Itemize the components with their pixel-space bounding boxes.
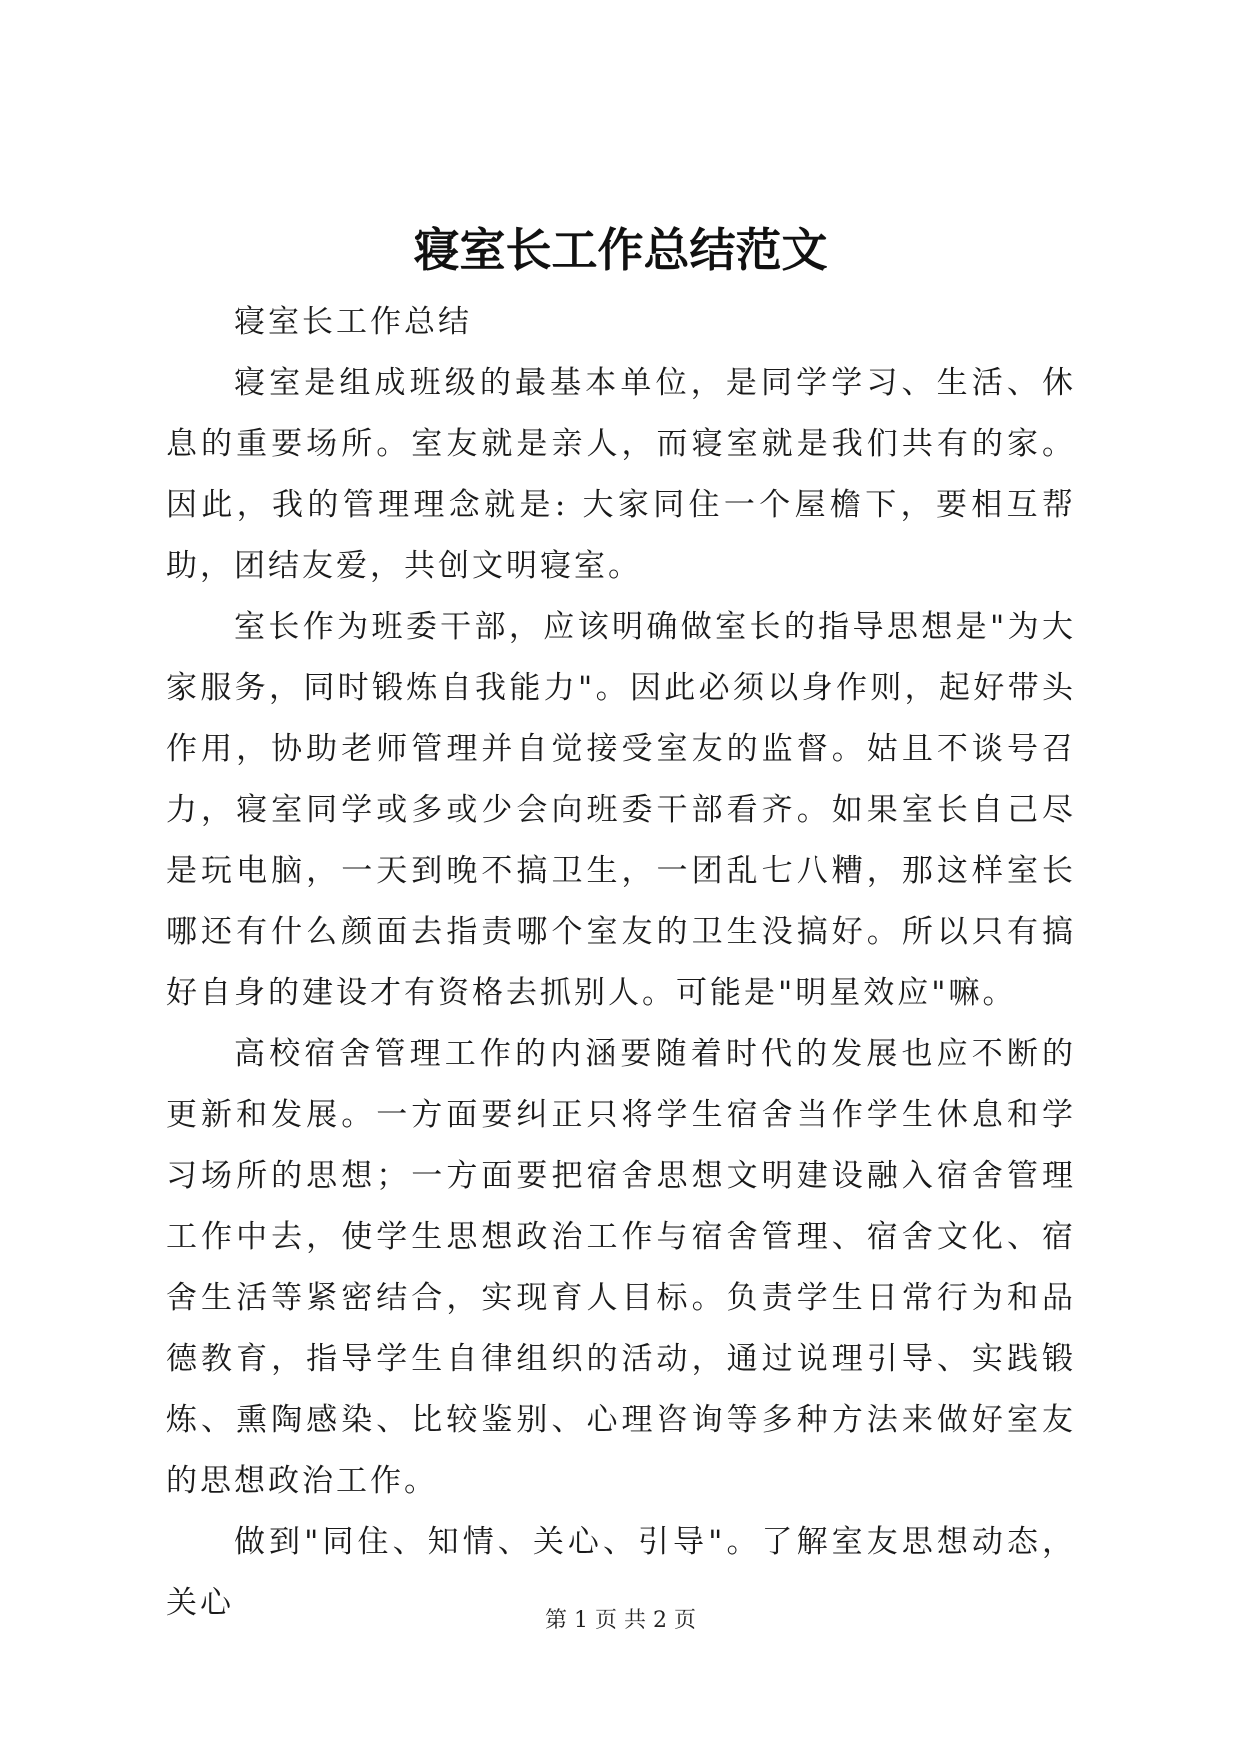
paragraph-subtitle: 寝室长工作总结 — [234, 304, 472, 340]
document-title: 寝室长工作总结范文 — [413, 223, 828, 277]
paragraph: 寝室是组成班级的最基本单位，是同学学习、生活、休息的重要场所。室友就是亲人，而寝室就是我们共有的家。因此，我的管理理念就是: 大家同住一个屋檐下，要相互帮助，团结友爱，共创文明寝室。 — [166, 365, 1076, 584]
page-number-footer: 第 1 页 共 2 页 — [545, 1608, 696, 1633]
paragraph: 做到"同住、知情、关心、引导"。了解室友思想动态，关心 — [166, 1524, 1076, 1621]
document-body — [166, 292, 1076, 1634]
paragraph: 高校宿舍管理工作的内涵要随着时代的发展也应不断的更新和发展。一方面要纠正只将学生宿舍当作学生休息和学习场所的思想；一方面要把宿舍思想文明建设融入宿舍管理工作中去，使学生思想政治工作与宿舍管理、宿舍文化、宿舍生活等紧密结合，实现育人目标。负责学生日常行为和品德教育，指导学生自律组织的活动，通过说理引导、实践锻炼、熏陶感染、比较鉴别、心理咨询等多种方法来做好室友的思想政治工作。 — [166, 1036, 1076, 1499]
paragraph: 室长作为班委干部，应该明确做室长的指导思想是"为大家服务，同时锻炼自我能力"。因此必须以身作则，起好带头作用，协助老师管理并自觉接受室友的监督。姑且不谈号召力，寝室同学或多或少会向班委干部看齐。如果室长自己尽是玩电脑，一天到晚不搞卫生，一团乱七八糟，那这样室长哪还有什么颜面去指责哪个室友的卫生没搞好。所以只有搞好自身的建设才有资格去抓别人。可能是"明星效应"嘛。 — [166, 609, 1076, 1011]
